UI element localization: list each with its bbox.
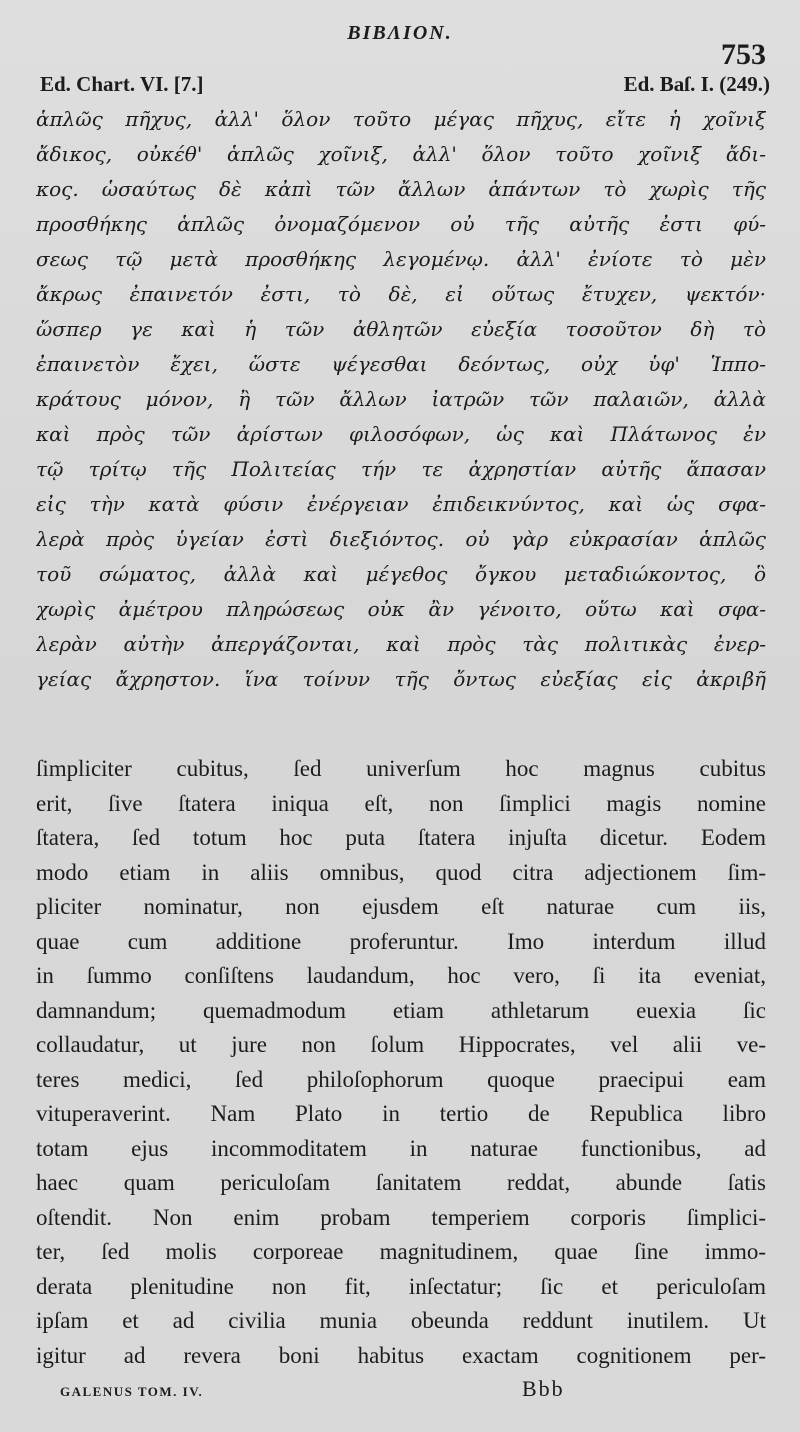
latin-line: erit, ſive ſtatera iniqua eſt, non ſimplici magis nomine: [36, 790, 766, 816]
greek-line: λερὰν αὐτὴν ἀπεργάζονται, καὶ πρὸς τὰς πολιτικὰς ἐνερ-: [36, 632, 766, 656]
greek-text-block: [36, 102, 766, 697]
greek-line: ἄδικος, οὐκέθ' ἁπλῶς χοῖνιξ, ἀλλ' ὅλον τοῦτο χοῖνιξ ἄδι-: [36, 142, 766, 166]
greek-line: κράτους μόνον, ἢ τῶν ἄλλων ἰατρῶν τῶν παλαιῶν, ἀλλὰ: [36, 387, 766, 411]
latin-line: collaudatur, ut jure non ſolum Hippocrates, vel alii ve-: [36, 1032, 766, 1057]
greek-line: χωρὶς ἀμέτρου πληρώσεως οὐκ ἂν γένοιτο, οὕτω καὶ σφα-: [36, 597, 766, 621]
greek-line: γείας ἄχρηστον. ἵνα τοίνυν τῆς ὄντως εὐεξίας εἰς ἀκριβῆ: [36, 667, 766, 691]
edition-basel-reference: Ed. Baſ. I. (249.): [623, 72, 770, 96]
greek-line: προσθήκης ἁπλῶς ὀνομαζόμενον οὐ τῆς αὐτῆς ἐστι φύ-: [36, 212, 766, 236]
running-title: ΒΙΒΛΙΟΝ.: [347, 22, 453, 44]
latin-line: totam ejus incommoditatem in naturae functionibus, ad: [36, 1135, 766, 1161]
greek-line: ἐπαινετὸν ἔχει, ὥστε ψέγεσθαι δεόντως, οὐχ ὑφ' Ἱππο-: [36, 352, 766, 376]
greek-line: ὥσπερ γε καὶ ἡ τῶν ἀθλητῶν εὐεξία τοσοῦτον δὴ τὸ: [36, 317, 766, 341]
greek-line: καὶ πρὸς τῶν ἀρίστων φιλοσόφων, ὡς καὶ Πλάτωνος ἐν: [36, 422, 766, 446]
latin-line: damnandum; quemadmodum etiam athletarum euexia ſic: [36, 997, 766, 1023]
latin-line: ſimpliciter cubitus, ſed univerſum hoc magnus cubitus: [36, 756, 766, 781]
latin-line: modo etiam in aliis omnibus, quod citra adjectionem ſim-: [36, 859, 766, 885]
latin-line: haec quam periculoſam ſanitatem reddat, abunde ſatis: [36, 1170, 766, 1195]
latin-line: pliciter nominatur, non ejusdem eſt naturae cum iis,: [36, 894, 766, 919]
greek-line: κος. ὡσαύτως δὲ κἀπὶ τῶν ἄλλων ἁπάντων τὸ χωρὶς τῆς: [36, 177, 766, 201]
latin-line: ipſam et ad civilia munia obeunda reddunt inutilem. Ut: [36, 1308, 766, 1333]
greek-line: εἰς τὴν κατὰ φύσιν ἐνέργειαν ἐπιδεικνύντος, καὶ ὡς σφα-: [36, 492, 766, 516]
greek-line: ἄκρως ἐπαινετόν ἐστι, τὸ δὲ, εἰ οὕτως ἔτυχεν, ψεκτόν·: [36, 282, 766, 306]
greek-line: λερὰ πρὸς ὑγείαν ἐστὶ διεξιόντος. οὐ γὰρ εὐκρασίαν ἁπλῶς: [36, 527, 766, 551]
latin-line: igitur ad revera boni habitus exactam cognitionem per-: [36, 1342, 766, 1368]
latin-line: ſtatera, ſed totum hoc puta ſtatera injuſta dicetur. Eodem: [36, 825, 766, 850]
latin-line: quae cum additione proferuntur. Imo interdum illud: [36, 928, 766, 954]
signature-mark: Bbb: [522, 1376, 565, 1401]
edition-chartier-reference: Ed. Chart. VI. [7.]: [40, 72, 204, 96]
greek-line: ἁπλῶς πῆχυς, ἀλλ' ὅλον τοῦτο μέγας πῆχυς, εἴτε ἡ χοῖνιξ: [36, 107, 766, 131]
latin-translation-block: [36, 752, 766, 1373]
signature-line: GALENUS TOM. IV.: [60, 1384, 204, 1399]
latin-line: teres medici, ſed philoſophorum quoque praecipui eam: [36, 1066, 766, 1092]
latin-line: derata plenitudine non fit, inſectatur; ſic et periculoſam: [36, 1273, 766, 1299]
greek-line: τῷ τρίτῳ τῆς Πολιτείας τήν τε ἀχρηστίαν αὐτῆς ἅπασαν: [36, 457, 766, 481]
greek-line: τοῦ σώματος, ἀλλὰ καὶ μέγεθος ὄγκου μεταδιώκοντος, ὃ: [36, 562, 766, 586]
latin-line: in ſummo conſiſtens laudandum, hoc vero, ſi ita eveniat,: [36, 963, 766, 988]
latin-line: vituperaverint. Nam Plato in tertio de Republica libro: [36, 1101, 766, 1126]
latin-line: oſtendit. Non enim probam temperiem corporis ſimplici-: [36, 1204, 766, 1230]
latin-line: ter, ſed molis corporeae magnitudinem, quae ſine immo-: [36, 1239, 766, 1264]
page-number: 753: [721, 38, 766, 71]
greek-line: σεως τῷ μετὰ προσθήκης λεγομένῳ. ἀλλ' ἐνίοτε τὸ μὲν: [36, 247, 766, 271]
